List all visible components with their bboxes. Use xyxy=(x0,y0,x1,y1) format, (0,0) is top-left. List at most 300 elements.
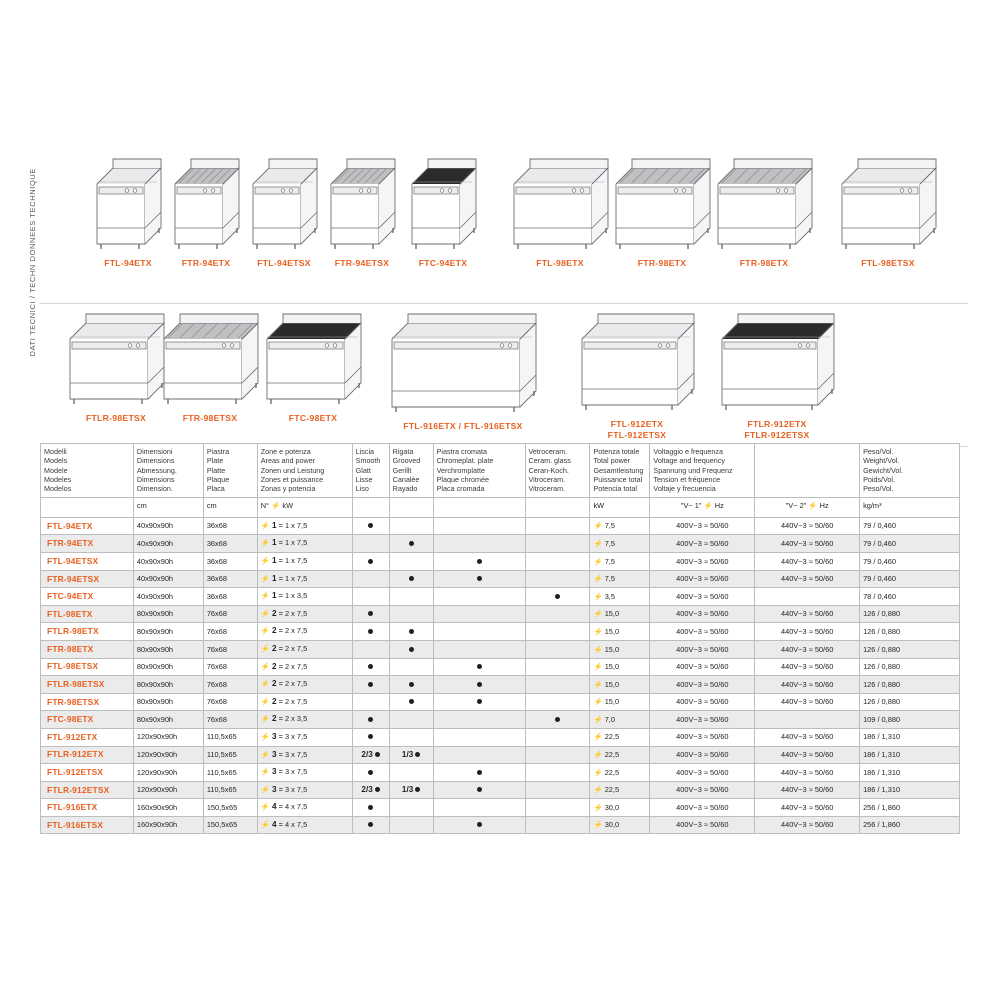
voltage-1-cell: 400V~3 ≈ 50/60 xyxy=(650,676,755,694)
appliance-drawing xyxy=(160,313,260,409)
model-name: FTL-94ETSX xyxy=(41,552,134,570)
plate-size-cell: 76x68 xyxy=(203,676,257,694)
dimensions-cell: 80x90x90h xyxy=(133,658,203,676)
table-header-cell: Rigata Grooved Gerillt Canalée Rayado xyxy=(389,444,433,498)
grooved-cell: 1/3 xyxy=(389,746,433,764)
product-illustration xyxy=(171,158,241,268)
chrome-cell xyxy=(433,764,525,782)
table-unit-cell: kW xyxy=(590,497,650,517)
zones-power-cell: ⚡ 2 = 2 x 7,5 xyxy=(257,640,352,658)
voltage-1-cell: 400V~3 ≈ 50/60 xyxy=(650,658,755,676)
divider-1 xyxy=(40,303,968,304)
zones-power-cell: ⚡ 1 = 1 x 7,5 xyxy=(257,535,352,553)
voltage-1-cell: 400V~3 ≈ 50/60 xyxy=(650,588,755,606)
weight-volume-cell: 256 / 1,860 xyxy=(860,816,960,834)
total-power-cell: ⚡ 7,5 xyxy=(590,570,650,588)
product-code-label: FTL-98ETSX xyxy=(861,258,915,268)
smooth-dot xyxy=(368,717,373,722)
chrome-cell xyxy=(433,552,525,570)
glass-cell xyxy=(525,517,590,535)
table-unit-cell: N° ⚡ kW xyxy=(257,497,352,517)
smooth-cell xyxy=(352,676,389,694)
model-name: FTL-912ETX xyxy=(41,728,134,746)
plate-size-cell: 150,5x65 xyxy=(203,799,257,817)
product-illustration xyxy=(838,158,938,268)
model-name: FTR-94ETX xyxy=(41,535,134,553)
table-header-cell: Peso/Vol. Weight/Vol. Gewicht/Vol. Poids/Vol. Peso/Vol. xyxy=(860,444,960,498)
product-code-label: FTL-912ETX xyxy=(610,419,664,429)
table-unit-cell: kg/m³ xyxy=(860,497,960,517)
product-code-label: FTL-916ETX / FTL-916ETSX xyxy=(403,421,523,431)
plate-size-cell: 76x68 xyxy=(203,711,257,729)
table-row xyxy=(41,535,960,553)
product-code-label-secondary: FTL-912ETSX xyxy=(607,429,667,440)
product-code-label: FTR-94ETX xyxy=(181,258,231,268)
chrome-cell xyxy=(433,605,525,623)
voltage-1-cell: 400V~3 ≈ 50/60 xyxy=(650,816,755,834)
smooth-cell xyxy=(352,535,389,553)
plate-size-cell: 76x68 xyxy=(203,658,257,676)
product-code-label: FTL-94ETX xyxy=(104,258,152,268)
voltage-2-cell xyxy=(755,711,860,729)
dimensions-cell: 40x90x90h xyxy=(133,570,203,588)
total-power-cell: ⚡ 15,0 xyxy=(590,623,650,641)
glass-cell xyxy=(525,658,590,676)
dimensions-cell: 120x90x90h xyxy=(133,728,203,746)
grooved-cell xyxy=(389,552,433,570)
plate-size-cell: 76x68 xyxy=(203,640,257,658)
model-name: FTLR-912ETX xyxy=(41,746,134,764)
grooved-cell xyxy=(389,570,433,588)
product-code-label: FTL-94ETSX xyxy=(257,258,311,268)
appliance-drawing xyxy=(838,158,938,254)
table-unit-cell: "V~ 1" ⚡ Hz xyxy=(650,497,755,517)
zones-power-cell: ⚡ 2 = 2 x 7,5 xyxy=(257,658,352,676)
voltage-2-cell: 440V~3 ≈ 50/60 xyxy=(755,605,860,623)
smooth-cell xyxy=(352,588,389,606)
weight-volume-cell: 79 / 0,460 xyxy=(860,570,960,588)
table-row xyxy=(41,746,960,764)
glass-cell xyxy=(525,781,590,799)
smooth-dot xyxy=(368,611,373,616)
grooved-dot xyxy=(409,699,414,704)
product-code-label-secondary: FTLR-912ETSX xyxy=(744,429,810,440)
glass-cell xyxy=(525,693,590,711)
weight-volume-cell: 78 / 0,460 xyxy=(860,588,960,606)
appliance-drawing xyxy=(93,158,163,254)
side-label: DATI TECNICI / TECHN DONNEES TECHNIQUE xyxy=(28,168,37,357)
voltage-1-cell: 400V~3 ≈ 50/60 xyxy=(650,570,755,588)
grooved-cell xyxy=(389,799,433,817)
chrome-dot xyxy=(477,576,482,581)
zones-power-cell: ⚡ 3 = 3 x 7,5 xyxy=(257,728,352,746)
dimensions-cell: 120x90x90h xyxy=(133,764,203,782)
voltage-1-cell: 400V~3 ≈ 50/60 xyxy=(650,746,755,764)
grooved-dot xyxy=(409,682,414,687)
smooth-cell xyxy=(352,799,389,817)
smooth-dot xyxy=(368,682,373,687)
glass-cell xyxy=(525,799,590,817)
glass-cell xyxy=(525,640,590,658)
plate-size-cell: 110,5x65 xyxy=(203,764,257,782)
product-illustration xyxy=(160,313,260,423)
smooth-cell xyxy=(352,570,389,588)
specs-table xyxy=(40,443,960,834)
model-name: FTL-98ETSX xyxy=(41,658,134,676)
voltage-2-cell: 440V~3 ≈ 50/60 xyxy=(755,535,860,553)
zones-power-cell: ⚡ 4 = 4 x 7,5 xyxy=(257,799,352,817)
product-illustration xyxy=(66,313,166,423)
zones-power-cell: ⚡ 4 = 4 x 7,5 xyxy=(257,816,352,834)
chrome-cell xyxy=(433,658,525,676)
product-illustration xyxy=(263,313,363,423)
voltage-2-cell: 440V~3 ≈ 50/60 xyxy=(755,728,860,746)
table-unit-cell: "V~ 2" ⚡ Hz xyxy=(755,497,860,517)
voltage-2-cell: 440V~3 ≈ 50/60 xyxy=(755,570,860,588)
grooved-cell xyxy=(389,693,433,711)
table-row xyxy=(41,552,960,570)
product-code-label: FTC-98ETX xyxy=(288,413,338,423)
glass-cell xyxy=(525,676,590,694)
product-code-label: FTLR-912ETX xyxy=(747,419,807,429)
chrome-cell xyxy=(433,711,525,729)
glass-cell xyxy=(525,570,590,588)
weight-volume-cell: 186 / 1,310 xyxy=(860,746,960,764)
weight-volume-cell: 79 / 0,460 xyxy=(860,517,960,535)
chrome-cell xyxy=(433,640,525,658)
grooved-cell xyxy=(389,764,433,782)
total-power-cell: ⚡ 30,0 xyxy=(590,816,650,834)
zones-power-cell: ⚡ 3 = 3 x 7,5 xyxy=(257,781,352,799)
total-power-cell: ⚡ 15,0 xyxy=(590,605,650,623)
chrome-dot xyxy=(477,787,482,792)
chrome-cell xyxy=(433,746,525,764)
zones-power-cell: ⚡ 2 = 2 x 7,5 xyxy=(257,693,352,711)
product-illustration xyxy=(510,158,610,268)
smooth-dot xyxy=(368,523,373,528)
grooved-cell xyxy=(389,535,433,553)
weight-volume-cell: 126 / 0,880 xyxy=(860,676,960,694)
plate-size-cell: 36x68 xyxy=(203,588,257,606)
table-header-cell xyxy=(755,444,860,498)
plate-size-cell: 36x68 xyxy=(203,535,257,553)
chrome-cell xyxy=(433,676,525,694)
voltage-1-cell: 400V~3 ≈ 50/60 xyxy=(650,711,755,729)
catalog-page xyxy=(18,18,982,982)
table-header-cell: Piastra cromata Chromeplat. plate Verchromplatte Plaque chromée Placa cromada xyxy=(433,444,525,498)
smooth-cell: 2/3 xyxy=(352,781,389,799)
weight-volume-cell: 79 / 0,460 xyxy=(860,535,960,553)
voltage-1-cell: 400V~3 ≈ 50/60 xyxy=(650,693,755,711)
model-name: FTLR-98ETX xyxy=(41,623,134,641)
weight-volume-cell: 126 / 0,880 xyxy=(860,658,960,676)
dimensions-cell: 80x90x90h xyxy=(133,605,203,623)
product-illustration xyxy=(327,158,397,268)
zones-power-cell: ⚡ 2 = 2 x 7,5 xyxy=(257,605,352,623)
total-power-cell: ⚡ 15,0 xyxy=(590,693,650,711)
model-name: FTC-98ETX xyxy=(41,711,134,729)
voltage-2-cell: 440V~3 ≈ 50/60 xyxy=(755,693,860,711)
voltage-2-cell: 440V~3 ≈ 50/60 xyxy=(755,764,860,782)
chrome-cell xyxy=(433,535,525,553)
grooved-cell xyxy=(389,517,433,535)
grooved-cell xyxy=(389,728,433,746)
smooth-cell xyxy=(352,711,389,729)
grooved-cell xyxy=(389,658,433,676)
model-name: FTL-916ETX xyxy=(41,799,134,817)
voltage-2-cell: 440V~3 ≈ 50/60 xyxy=(755,676,860,694)
glass-cell xyxy=(525,605,590,623)
smooth-cell xyxy=(352,623,389,641)
voltage-1-cell: 400V~3 ≈ 50/60 xyxy=(650,605,755,623)
table-unit-cell xyxy=(389,497,433,517)
smooth-cell xyxy=(352,517,389,535)
smooth-cell xyxy=(352,552,389,570)
table-row xyxy=(41,658,960,676)
zones-power-cell: ⚡ 2 = 2 x 7,5 xyxy=(257,623,352,641)
product-illustrations-row-2 xyxy=(48,313,962,453)
product-illustrations-row-1 xyxy=(78,158,962,298)
weight-volume-cell: 256 / 1,860 xyxy=(860,799,960,817)
dimensions-cell: 160x90x90h xyxy=(133,799,203,817)
table-header-cell: Piastra Plate Platte Plaque Placa xyxy=(203,444,257,498)
weight-volume-cell: 126 / 0,880 xyxy=(860,640,960,658)
smooth-cell xyxy=(352,658,389,676)
plate-size-cell: 76x68 xyxy=(203,623,257,641)
appliance-drawing xyxy=(578,313,696,415)
voltage-2-cell xyxy=(755,588,860,606)
total-power-cell: ⚡ 7,0 xyxy=(590,711,650,729)
dimensions-cell: 80x90x90h xyxy=(133,623,203,641)
voltage-2-cell: 440V~3 ≈ 50/60 xyxy=(755,517,860,535)
grooved-cell xyxy=(389,605,433,623)
product-code-label: FTL-98ETX xyxy=(536,258,584,268)
grooved-cell xyxy=(389,640,433,658)
chrome-cell xyxy=(433,517,525,535)
product-code-label: FTR-98ETSX xyxy=(182,413,238,423)
voltage-2-cell: 440V~3 ≈ 50/60 xyxy=(755,799,860,817)
smooth-cell xyxy=(352,764,389,782)
dimensions-cell: 120x90x90h xyxy=(133,746,203,764)
appliance-drawing xyxy=(263,313,363,409)
total-power-cell: ⚡ 22,5 xyxy=(590,728,650,746)
zones-power-cell: ⚡ 3 = 3 x 7,5 xyxy=(257,764,352,782)
zones-power-cell: ⚡ 1 = 1 x 7,5 xyxy=(257,570,352,588)
table-unit-cell: cm xyxy=(203,497,257,517)
total-power-cell: ⚡ 15,0 xyxy=(590,640,650,658)
plate-size-cell: 76x68 xyxy=(203,605,257,623)
glass-cell xyxy=(525,764,590,782)
voltage-2-cell: 440V~3 ≈ 50/60 xyxy=(755,746,860,764)
dimensions-cell: 40x90x90h xyxy=(133,588,203,606)
chrome-cell xyxy=(433,623,525,641)
weight-volume-cell: 126 / 0,880 xyxy=(860,605,960,623)
product-illustration xyxy=(714,158,814,268)
table-row xyxy=(41,764,960,782)
smooth-dot xyxy=(368,664,373,669)
table-unit-cell xyxy=(352,497,389,517)
plate-size-cell: 36x68 xyxy=(203,517,257,535)
chrome-cell xyxy=(433,693,525,711)
total-power-cell: ⚡ 22,5 xyxy=(590,764,650,782)
table-units-row xyxy=(41,497,960,517)
plate-size-cell: 110,5x65 xyxy=(203,728,257,746)
model-name: FTR-98ETX xyxy=(41,640,134,658)
smooth-cell xyxy=(352,605,389,623)
smooth-cell xyxy=(352,693,389,711)
glass-dot xyxy=(555,594,560,599)
product-illustration xyxy=(249,158,319,268)
voltage-1-cell: 400V~3 ≈ 50/60 xyxy=(650,799,755,817)
dimensions-cell: 160x90x90h xyxy=(133,816,203,834)
plate-size-cell: 110,5x65 xyxy=(203,746,257,764)
plate-size-cell: 76x68 xyxy=(203,693,257,711)
product-code-label: FTC-94ETX xyxy=(418,258,468,268)
chrome-dot xyxy=(477,822,482,827)
table-header-cell: Vetroceram. Ceram. glass Ceran-Koch. Vitroceram. Vitroceram. xyxy=(525,444,590,498)
grooved-cell: 1/3 xyxy=(389,781,433,799)
product-illustration xyxy=(718,313,836,440)
weight-volume-cell: 109 / 0,880 xyxy=(860,711,960,729)
grooved-cell xyxy=(389,676,433,694)
total-power-cell: ⚡ 7,5 xyxy=(590,517,650,535)
weight-volume-cell: 186 / 1,310 xyxy=(860,764,960,782)
chrome-dot xyxy=(477,559,482,564)
table-unit-cell xyxy=(433,497,525,517)
chrome-cell xyxy=(433,781,525,799)
voltage-1-cell: 400V~3 ≈ 50/60 xyxy=(650,781,755,799)
plate-size-cell: 36x68 xyxy=(203,570,257,588)
grooved-dot xyxy=(415,787,420,792)
weight-volume-cell: 126 / 0,880 xyxy=(860,693,960,711)
voltage-1-cell: 400V~3 ≈ 50/60 xyxy=(650,623,755,641)
table-header-cell: Voltaggio e frequenza Voltage and frequency Spannung und Frequenz Tension et fréquence Voltaje y frecuencia xyxy=(650,444,755,498)
table-header-row xyxy=(41,444,960,498)
model-name: FTL-912ETSX xyxy=(41,764,134,782)
model-name: FTLR-912ETSX xyxy=(41,781,134,799)
dimensions-cell: 120x90x90h xyxy=(133,781,203,799)
voltage-2-cell: 440V~3 ≈ 50/60 xyxy=(755,640,860,658)
zones-power-cell: ⚡ 1 = 1 x 7,5 xyxy=(257,552,352,570)
product-code-label: FTR-98ETX xyxy=(739,258,789,268)
table-row xyxy=(41,799,960,817)
voltage-1-cell: 400V~3 ≈ 50/60 xyxy=(650,535,755,553)
table-row xyxy=(41,711,960,729)
appliance-drawing xyxy=(388,313,538,417)
zones-power-cell: ⚡ 3 = 3 x 7,5 xyxy=(257,746,352,764)
dimensions-cell: 80x90x90h xyxy=(133,711,203,729)
weight-volume-cell: 126 / 0,880 xyxy=(860,623,960,641)
chrome-cell xyxy=(433,799,525,817)
product-illustration xyxy=(408,158,478,268)
total-power-cell: ⚡ 22,5 xyxy=(590,781,650,799)
voltage-1-cell: 400V~3 ≈ 50/60 xyxy=(650,640,755,658)
chrome-cell xyxy=(433,570,525,588)
grooved-dot xyxy=(415,752,420,757)
glass-cell xyxy=(525,728,590,746)
zones-power-cell: ⚡ 1 = 1 x 7,5 xyxy=(257,517,352,535)
grooved-cell xyxy=(389,816,433,834)
weight-volume-cell: 186 / 1,310 xyxy=(860,781,960,799)
dimensions-cell: 40x90x90h xyxy=(133,552,203,570)
table-header-cell: Dimensioni Dimensions Abmessung. Dimensions Dimension. xyxy=(133,444,203,498)
table-row xyxy=(41,728,960,746)
smooth-dot xyxy=(375,787,380,792)
table-row xyxy=(41,816,960,834)
voltage-2-cell: 440V~3 ≈ 50/60 xyxy=(755,816,860,834)
smooth-cell: 2/3 xyxy=(352,746,389,764)
smooth-cell xyxy=(352,728,389,746)
total-power-cell: ⚡ 3,5 xyxy=(590,588,650,606)
table-header-cell: Liscia Smooth Glatt Lisse Liso xyxy=(352,444,389,498)
grooved-cell xyxy=(389,711,433,729)
glass-cell xyxy=(525,746,590,764)
zones-power-cell: ⚡ 2 = 2 x 7,5 xyxy=(257,676,352,694)
chrome-dot xyxy=(477,664,482,669)
smooth-cell xyxy=(352,816,389,834)
model-name: FTL-94ETX xyxy=(41,517,134,535)
zones-power-cell: ⚡ 2 = 2 x 3,5 xyxy=(257,711,352,729)
glass-cell xyxy=(525,711,590,729)
voltage-1-cell: 400V~3 ≈ 50/60 xyxy=(650,764,755,782)
grooved-dot xyxy=(409,629,414,634)
zones-power-cell: ⚡ 1 = 1 x 3,5 xyxy=(257,588,352,606)
chrome-cell xyxy=(433,588,525,606)
product-illustration xyxy=(93,158,163,268)
smooth-dot xyxy=(368,629,373,634)
dimensions-cell: 80x90x90h xyxy=(133,693,203,711)
total-power-cell: ⚡ 15,0 xyxy=(590,676,650,694)
glass-cell xyxy=(525,588,590,606)
voltage-2-cell: 440V~3 ≈ 50/60 xyxy=(755,781,860,799)
smooth-dot xyxy=(368,770,373,775)
grooved-dot xyxy=(409,576,414,581)
appliance-drawing xyxy=(327,158,397,254)
chrome-dot xyxy=(477,699,482,704)
glass-cell xyxy=(525,816,590,834)
table-row xyxy=(41,693,960,711)
smooth-dot xyxy=(368,734,373,739)
appliance-drawing xyxy=(249,158,319,254)
table-row xyxy=(41,676,960,694)
plate-size-cell: 36x68 xyxy=(203,552,257,570)
plate-size-cell: 110,5x65 xyxy=(203,781,257,799)
product-code-label: FTR-98ETX xyxy=(637,258,687,268)
total-power-cell: ⚡ 30,0 xyxy=(590,799,650,817)
table-body xyxy=(41,517,960,834)
total-power-cell: ⚡ 7,5 xyxy=(590,552,650,570)
smooth-dot xyxy=(368,822,373,827)
model-name: FTL-98ETX xyxy=(41,605,134,623)
grooved-dot xyxy=(409,647,414,652)
product-illustration xyxy=(388,313,538,431)
grooved-cell xyxy=(389,588,433,606)
chrome-dot xyxy=(477,682,482,687)
table-head xyxy=(41,444,960,518)
product-illustration xyxy=(578,313,696,440)
product-code-label: FTLR-98ETSX xyxy=(85,413,147,423)
appliance-drawing xyxy=(171,158,241,254)
dimensions-cell: 80x90x90h xyxy=(133,676,203,694)
dimensions-cell: 40x90x90h xyxy=(133,535,203,553)
grooved-cell xyxy=(389,623,433,641)
dimensions-cell: 40x90x90h xyxy=(133,517,203,535)
glass-cell xyxy=(525,623,590,641)
model-name: FTLR-98ETSX xyxy=(41,676,134,694)
voltage-2-cell: 440V~3 ≈ 50/60 xyxy=(755,658,860,676)
voltage-1-cell: 400V~3 ≈ 50/60 xyxy=(650,728,755,746)
smooth-cell xyxy=(352,640,389,658)
